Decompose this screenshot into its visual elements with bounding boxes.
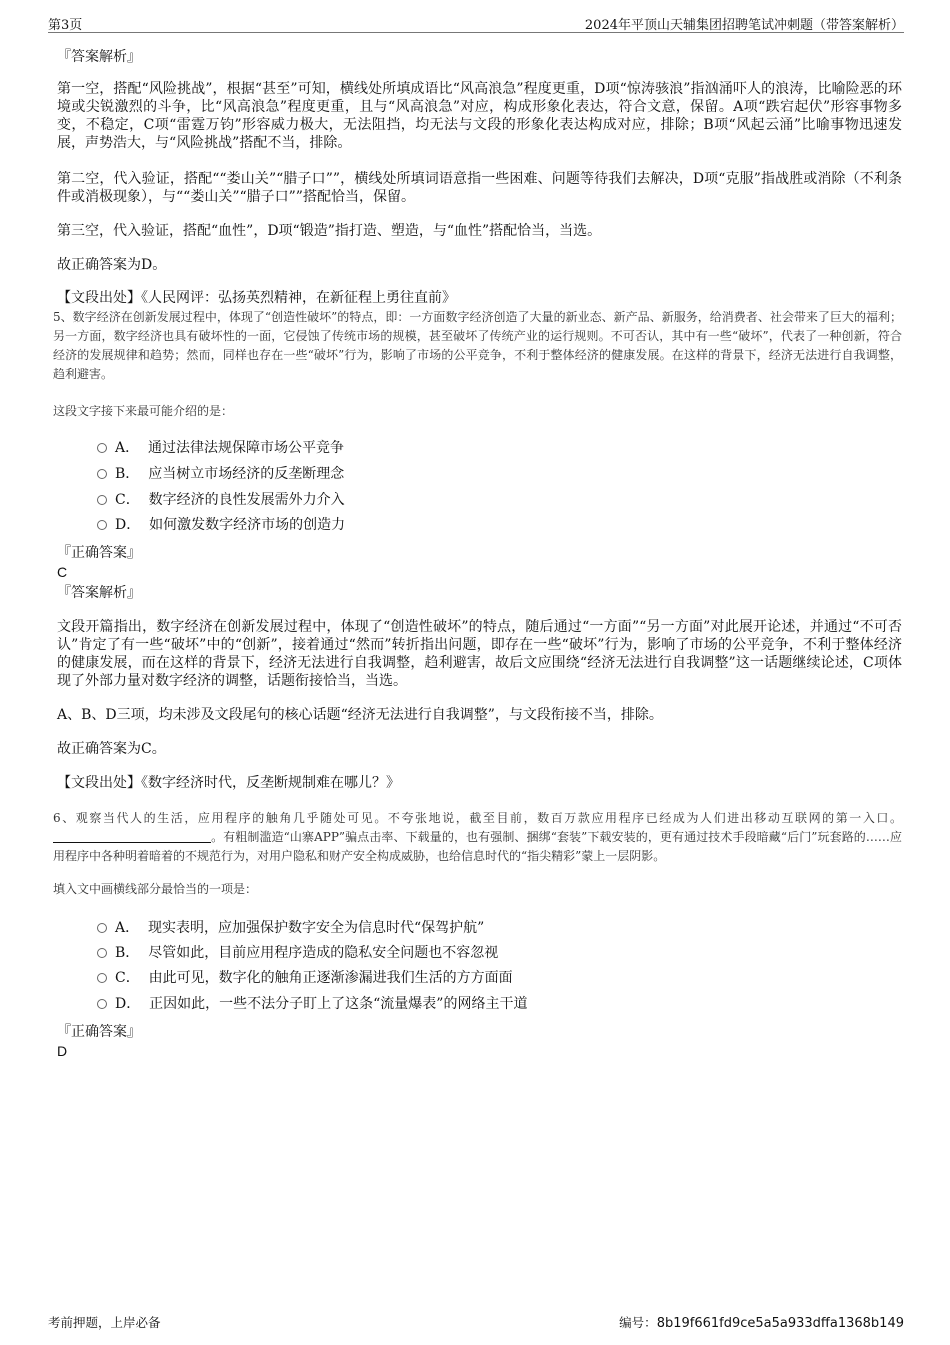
radio-icon[interactable] — [97, 495, 107, 505]
q6-answer-label: 『正确答案』 — [57, 1024, 141, 1040]
q5-source: 【文段出处】《数字经济时代，反垄断规制难在哪儿？》 — [57, 775, 400, 791]
q4-source: 【文段出处】《人民网评：弘扬英烈精神，在新征程上勇往直前》 — [57, 290, 456, 306]
q6-option-b[interactable]: B． 尽管如此，目前应用程序造成的隐私安全问题也不容忽视 — [97, 943, 498, 963]
q5-stem — [53, 308, 902, 384]
q5-question: 这段文字接下来最可能介绍的是： — [53, 404, 234, 418]
q5-conclusion: 故正确答案为C。 — [57, 741, 166, 757]
q4-analysis-para2: 第二空，代入验证，搭配““娄山关”“腊子口””，横线处所填词语意指一些困难、问题等待我们去解决，D项“克服”指战胜或消除（不利条件或消极现象），与““娄山关”“腊子口””搭配恰当，保留。 — [57, 171, 902, 205]
q6-option-c[interactable]: C． 由此可见，数字化的触角正逐渐渗漏进我们生活的方方面面 — [97, 968, 513, 988]
q4-analysis-label: 『答案解析』 — [57, 49, 141, 65]
page-number: 第3页 — [48, 18, 83, 33]
q5-answer-label: 『正确答案』 — [57, 545, 141, 561]
q5-option-b[interactable]: B． 应当树立市场经济的反垄断理念 — [97, 464, 344, 484]
q5-option-c[interactable]: C． 数字经济的良性发展需外力介入 — [97, 490, 345, 510]
q6-option-d[interactable]: D． 正因如此，一些不法分子盯上了这条“流量爆表”的网络主干道 — [97, 994, 527, 1014]
q5-analysis-label: 『答案解析』 — [57, 585, 141, 601]
fill-in-blank — [53, 830, 211, 843]
q5-stem-text: 数字经济在创新发展过程中，体现了“创造性破坏”的特点，即：一方面数字经济创造了大量的新业态、新产品、新服务，给消费者、社会带来了巨大的福利；另一方面，数字经济也具有破坏性的一面，它侵蚀了传统市场的规模，甚至破坏了传统产业的运行规则。不可否认，其中有一些“破坏”，代表了一种创新，符合经济的发展规律和趋势；然而，同样也存在一些“破坏”行为，影响了市场的公平竞争，不利于整体经济的健康发展。在这样的背景下，经济无法进行自我调整，趋利避害。 — [53, 310, 902, 381]
q6-number: 6、 — [53, 811, 76, 825]
q6-answer: D — [57, 1043, 68, 1059]
q5-option-d[interactable]: D． 如何激发数字经济市场的创造力 — [97, 515, 345, 535]
q4-analysis-para1: 第一空，搭配“风险挑战”，根据“甚至”可知，横线处所填成语比“风高浪急”程度更重，D项“惊涛骇浪”指汹涌吓人的浪涛，比喻险恶的环境或尖锐激烈的斗争，比“风高浪急”程度更重，且与“风高浪急”对应，构成形象化表达，符合文意，保留。A项“跌宕起伏”形容事物多变，不稳定，C项“雷霆万钧”形容威力极大，无法阻挡，均无法与文段的形象化表达构成对应，排除；B项“风起云涌”比喻事物迅速发展，声势浩大，与“风险挑战”搭配不当，排除。 — [57, 81, 902, 151]
radio-icon[interactable] — [97, 973, 107, 983]
q4-conclusion: 故正确答案为D。 — [57, 257, 167, 273]
q5-analysis-para1: 文段开篇指出，数字经济在创新发展过程中，体现了“创造性破坏”的特点，随后通过“一方面”“另一方面”对此展开论述，并通过“不可否认”肯定了有一些“破坏”中的“创新”，接着通过“然而”转折指出问题，即存在一些“破坏”行为，影响了市场的公平竞争，不利于整体经济的健康发展，而在这样的背景下，经济无法进行自我调整，趋利避害，故后文应围绕“经济无法进行自我调整”这一话题继续论述，C项体现了外部力量对数字经济的调整，话题衔接恰当，当选。 — [57, 619, 902, 689]
q5-analysis-para2: A、B、D三项，均未涉及文段尾句的核心话题“经济无法进行自我调整”，与文段衔接不当，排除。 — [57, 707, 663, 723]
radio-icon[interactable] — [97, 948, 107, 958]
radio-icon[interactable] — [97, 520, 107, 530]
page-header — [48, 14, 904, 33]
q6-question: 填入文中画横线部分最恰当的一项是： — [53, 882, 258, 896]
q5-number: 5、 — [53, 310, 73, 324]
q6-stem: 6、观察当代人的生活，应用程序的触角几乎随处可见。不夸张地说，截至目前，数百万款应用程序已经成为人们进出移动互联网的第一入口。。有粗制滥造“山寨APP”骗点击率、下载量的，也有强制、捆绑“套装”下载安装的，更有通过技术手段暗藏“后门”玩套路的……应用程序中各种明着暗着的不规范行为，对用户隐私和财产安全构成威胁，也给信息时代的“指尖精彩”蒙上一层阴影。 — [53, 811, 902, 863]
radio-icon[interactable] — [97, 469, 107, 479]
document-title: 2024年平顶山天辅集团招聘笔试冲刺题（带答案解析） — [584, 18, 904, 33]
q5-option-a[interactable]: A． 通过法律法规保障市场公平竞争 — [97, 438, 344, 458]
radio-icon[interactable] — [97, 999, 107, 1009]
radio-icon[interactable] — [97, 923, 107, 933]
q6-option-a[interactable]: A． 现实表明，应加强保护数字安全为信息时代“保驾护航” — [97, 918, 484, 938]
q4-analysis-para3: 第三空，代入验证，搭配“血性”，D项“锻造”指打造、塑造，与“血性”搭配恰当，当选。 — [57, 223, 602, 239]
document-code: 编号：8b19f661fd9ce5a5a933dffa1368b149 — [619, 1315, 904, 1331]
q5-answer: C — [57, 564, 68, 580]
radio-icon[interactable] — [97, 443, 107, 453]
footer-slogan: 考前押题，上岸必备 — [48, 1315, 161, 1330]
